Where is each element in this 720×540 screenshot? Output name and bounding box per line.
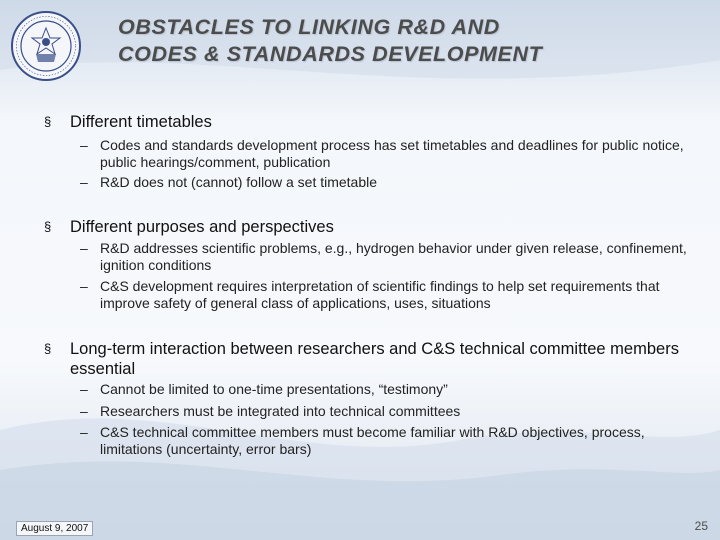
sub-bullet-marker: – [80,424,88,440]
sub-bullet-text: C&S technical committee members must become familiar with R&D objectives, process, limitations (uncertainty, error bars) [100,424,645,457]
title-line-2: CODES & STANDARDS DEVELOPMENT [118,42,543,66]
sub-bullet-marker: – [80,381,88,397]
sub-bullet-text: R&D does not (cannot) follow a set timetable [100,174,378,190]
sub-bullet-text: C&S development requires interpretation of scientific findings to help set requirements that improve safety of general class of applications, uses, situations [100,278,660,311]
bullet-marker: § [44,219,52,234]
sub-bullet-text: R&D addresses scientific problems, e.g., hydrogen behavior under given release, confinement, ignition conditions [100,240,687,273]
sub-bullet-marker: – [80,278,88,294]
footer-date: August 9, 2007 [16,521,93,536]
bullet-marker: § [44,341,52,356]
sub-bullet-text: Researchers must be integrated into technical committees [100,403,461,419]
page-number: 25 [694,519,708,533]
sub-bullet-marker: – [80,403,88,419]
department-of-energy-seal-icon [10,10,82,82]
bullet-marker: § [44,114,52,129]
sub-bullet-marker: – [80,137,88,153]
slide-title [118,14,698,68]
bullet-text: Different timetables [70,113,212,131]
sub-bullet-text: Cannot be limited to one-time presentations, “testimony” [100,381,448,397]
bullet-text: Different purposes and perspectives [70,218,334,236]
sub-bullet-marker: – [80,174,88,190]
title-line-1: OBSTACLES TO LINKING R&D AND [118,15,500,39]
sub-bullet-marker: – [80,240,88,256]
bullet-text: Long-term interaction between researchers and C&S technical committee members essential [70,340,679,378]
sub-bullet-text: Codes and standards development process has set timetables and deadlines for public notice, public hearings/comment, publication [100,137,684,170]
